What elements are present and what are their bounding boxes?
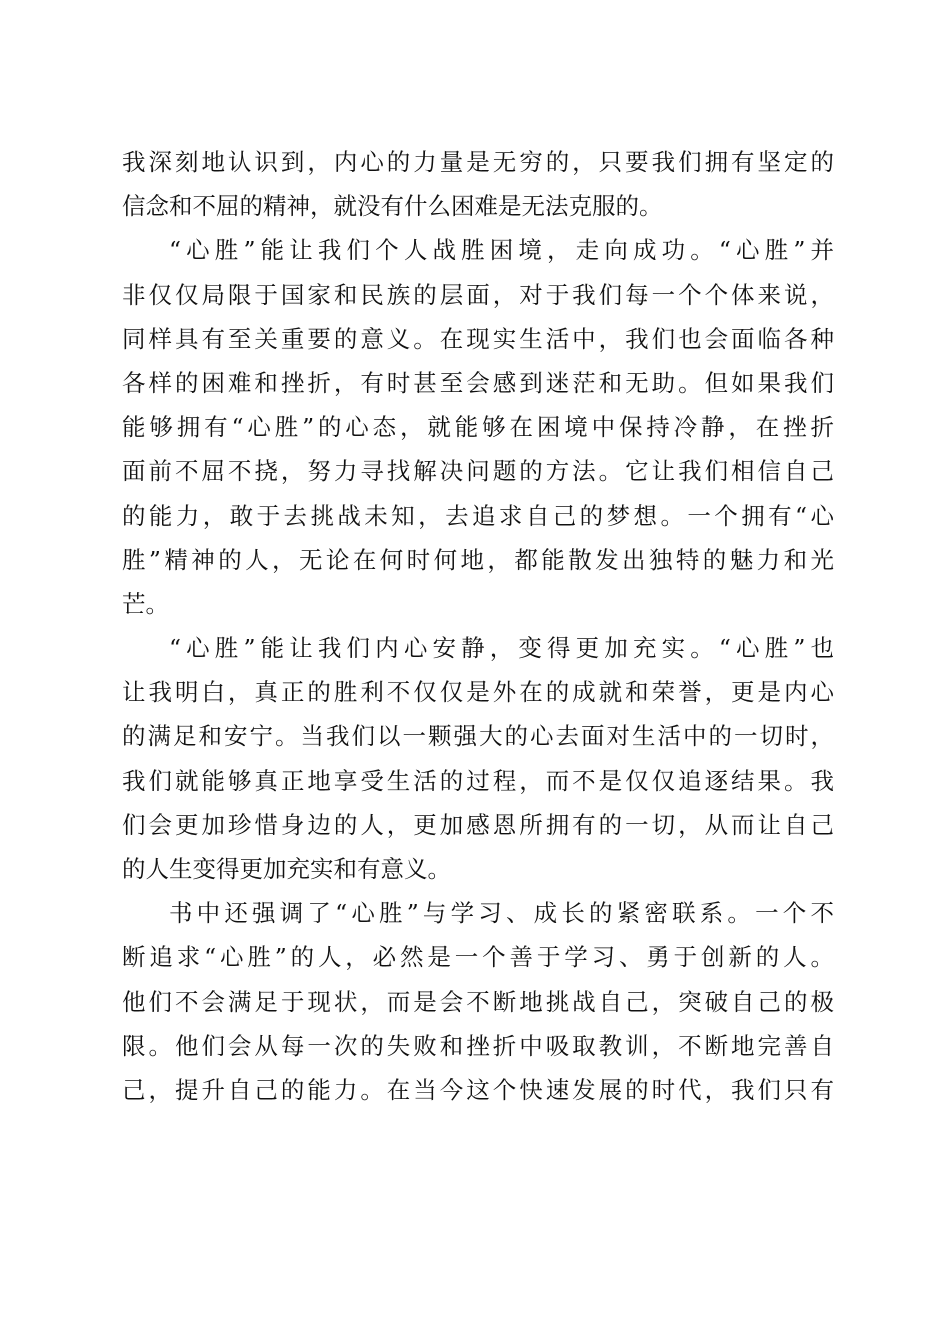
text-line: 芒。 [122,589,169,618]
text-line: 己，提升自己的能力。在当今这个快速发展的时代，我们只有 [122,1075,834,1104]
text-line: 让我明白，真正的胜利不仅仅是外在的成就和荣誉，更是内心 [122,678,834,707]
text-line: 能够拥有“心胜”的心态，就能够在困境中保持冷静，在挫折 [122,413,834,442]
text-line: 信念和不屈的精神，就没有什么困难是无法克服的。 [122,192,663,221]
text-line: 我们就能够真正地享受生活的过程，而不是仅仅追逐结果。我 [122,766,834,795]
text-line: 的满足和安宁。当我们以一颗强大的心去面对生活中的一切时， [122,722,834,751]
text-line: 我深刻地认识到，内心的力量是无穷的，只要我们拥有坚定的 [122,148,834,176]
text-line: 的能力，敢于去挑战未知，去追求自己的梦想。一个拥有“心 [122,501,834,530]
text-line: 胜”精神的人，无论在何时何地，都能散发出独特的魅力和光 [122,545,834,574]
text-line: 面前不屈不挠，努力寻找解决问题的方法。它让我们相信自己 [122,457,834,486]
paragraph-start-line: “心胜”能让我们个人战胜困境，走向成功。“心胜”并 [169,236,834,265]
paragraph-start-line: “心胜”能让我们内心安静，变得更加充实。“心胜”也 [169,634,834,663]
text-line: 他们不会满足于现状，而是会不断地挑战自己，突破自己的极 [122,987,834,1016]
text-line: 限。他们会从每一次的失败和挫折中吸取教训，不断地完善自 [122,1031,834,1060]
text-line: 的人生变得更加充实和有意义。 [122,855,451,883]
body-text [122,140,834,1112]
text-line: 断追求“心胜”的人，必然是一个善于学习、勇于创新的人。 [122,943,834,972]
text-line: 同样具有至关重要的意义。在现实生活中，我们也会面临各种 [122,324,834,353]
text-line: 们会更加珍惜身边的人，更加感恩所拥有的一切，从而让自己 [122,810,834,839]
text-line: 各样的困难和挫折，有时甚至会感到迷茫和无助。但如果我们 [122,368,834,397]
paragraph-start-line: 书中还强调了“心胜”与学习、成长的紧密联系。一个不 [169,899,834,928]
text-line: 非仅仅局限于国家和民族的层面，对于我们每一个个体来说， [122,280,834,309]
